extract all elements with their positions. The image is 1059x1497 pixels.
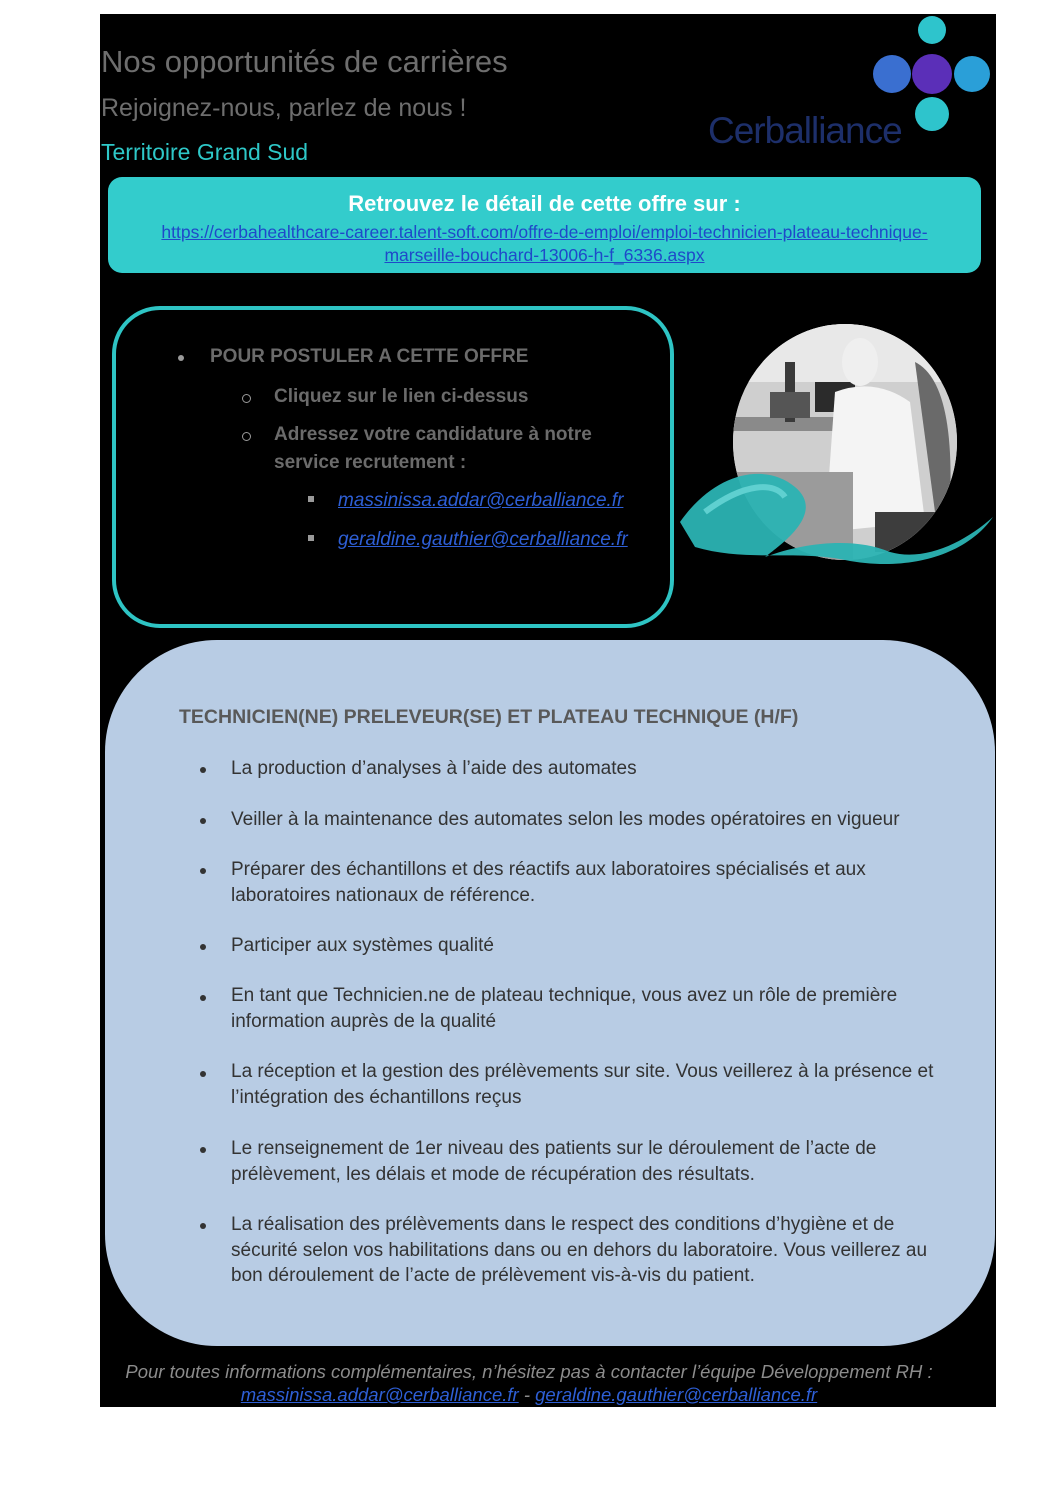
job-item: Participer aux systèmes qualité (231, 935, 494, 956)
page-title: Nos opportunités de carrières (101, 44, 508, 79)
bullet-icon (308, 496, 314, 502)
job-item: La production d’analyses à l’aide des automates (231, 758, 637, 779)
footer-contact-text: Pour toutes informations complémentaires, n’hésitez pas à contacter l’équipe Développement RH : (125, 1361, 933, 1382)
job-item: La réalisation des prélèvements dans le respect des conditions d’hygiène et de sécurité selon vos habilitations dans ou en dehors du laboratoire. Vous veillerez au bon déroulement de l’acte de prélèvement vis-à-vis du patient. (231, 1214, 928, 1286)
job-item: Veiller à la maintenance des automates selon les modes opératoires en vigueur (231, 809, 900, 830)
footer-separator: - (523, 1384, 530, 1405)
apply-step-send-cont: service recrutement : (274, 452, 467, 473)
page-subtitle: Rejoignez-nous, parlez de nous ! (101, 94, 467, 122)
scientist-microscope-icon (675, 322, 995, 570)
offer-link[interactable]: https://cerbahealthcare-career.talent-soft.com/offre-de-emploi/emploi-technicien-plateau-technique-marseille-bouchard-13006-h-f_6336.aspx (161, 222, 928, 265)
bullet-icon (242, 432, 251, 441)
offer-banner (108, 177, 981, 273)
recruiter-email-link-1[interactable]: massinissa.addar@cerballiance.fr (338, 490, 624, 511)
bullet-icon (200, 1147, 206, 1153)
bullet-icon (200, 868, 206, 874)
recruiter-email-link-2[interactable]: geraldine.gauthier@cerballiance.fr (338, 529, 628, 550)
bullet-icon (200, 1071, 206, 1077)
job-item: En tant que Technicien.ne de plateau technique, vous avez un rôle de première information auprès de la qualité (231, 985, 898, 1032)
job-item: La réception et la gestion des prélèvements sur site. Vous veillerez à la présence et l’intégration des échantillons reçus (231, 1061, 934, 1108)
cerballiance-logo (700, 14, 996, 154)
footer-email-link-2[interactable]: geraldine.gauthier@cerballiance.fr (535, 1384, 818, 1405)
bullet-icon (308, 535, 314, 541)
bullet-icon (200, 995, 206, 1001)
job-item: Le renseignement de 1er niveau des patients sur le déroulement de l’acte de prélèvement, les délais et mode de récupération des résultats. (231, 1138, 877, 1185)
apply-heading: POUR POSTULER A CETTE OFFRE (210, 346, 529, 367)
territory-label: Territoire Grand Sud (101, 139, 309, 165)
job-title: TECHNICIEN(NE) PRELEVEUR(SE) ET PLATEAU TECHNIQUE (H/F) (179, 706, 799, 728)
footer-email-link-1[interactable]: massinissa.addar@cerballiance.fr (240, 1384, 519, 1405)
logo-wordmark: Cerballiance (708, 110, 902, 151)
scientist-photo (675, 322, 995, 570)
bullet-icon (178, 355, 184, 361)
bullet-icon (200, 818, 206, 824)
apply-step-send: Adressez votre candidature à notre (274, 424, 592, 445)
apply-step-click: Cliquez sur le lien ci-dessus (274, 386, 529, 407)
bullet-icon (200, 767, 206, 773)
bullet-icon (200, 1223, 206, 1229)
footer-contact-links (100, 1384, 958, 1406)
bullet-icon (200, 944, 206, 950)
bullet-icon (242, 394, 251, 403)
offer-title: Retrouvez le détail de cette offre sur : (348, 191, 741, 216)
job-item: Préparer des échantillons et des réactifs aux laboratoires spécialisés et aux laboratoires nationaux de référence. (231, 859, 866, 906)
